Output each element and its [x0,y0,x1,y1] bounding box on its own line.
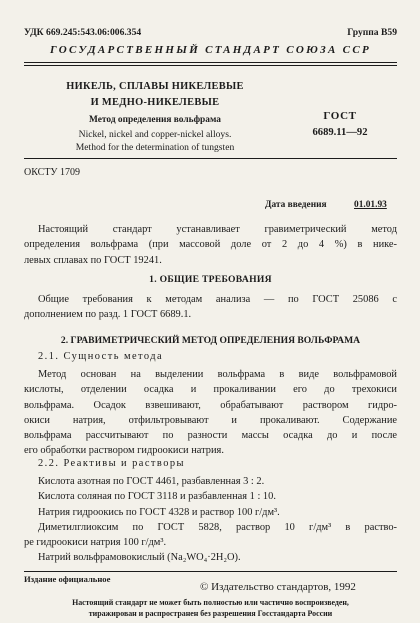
intro-line-3: левых сплавах по ГОСТ 19241. [24,254,162,266]
header-double-rule-top [24,62,397,63]
method-line-3: вольфрама. Осадок взвешивают, обрабатывают раствором гидро- [24,399,397,411]
section-1-line-2: дополнением по разд. 1 ГОСТ 6689.1. [24,309,192,321]
section-1-heading: 1. ОБЩИЕ ТРЕБОВАНИЯ [149,274,272,285]
title-ru-subtitle: Метод определения вольфрама [89,115,221,125]
section-2-1-heading: 2.1. Сущность метода [38,351,164,362]
method-line-5: вольфрама рассчитывают по разности массы осадка до и после [24,430,397,442]
reagent-line-1: Кислота азотная по ГОСТ 4461, разбавленная 3 : 2. [38,476,265,487]
header-double-rule-bottom [24,65,397,66]
reagent-line-3: Натрия гидроокись по ГОСТ 4328 и раствор 100 г/дм³. [38,506,280,518]
reagent-line-5: ре гидроокиси натрия 100 г/дм³. [24,537,167,549]
method-line-6: его обработки раствором гидроокиси натрия. [24,445,224,457]
intro-line-2: определения вольфрама (при массовой доле от 2 до 4 %) в нике- [24,239,397,251]
reagent-line-4: Диметилглиоксим по ГОСТ 5828, раствор 10 г/дм³ в раство- [38,521,397,533]
reproduction-notice-line-2: тиражирован и распространен без разрешения Госстандарта России [88,609,333,618]
gost-label: ГОСТ [323,110,357,122]
section-2-2-heading: 2.2. Реактивы и растворы [38,458,185,469]
title-en-line1: Nickel, nickel and copper-nickel alloys. [78,129,232,140]
reagent-line-2: Кислота соляная по ГОСТ 3118 и разбавленная 1 : 10. [38,491,276,503]
intro-date-value: 01.01.93 [354,200,387,210]
footer-divider [24,571,397,572]
method-line-2: кислоты, отделении осадка и прокаливании его до трехокиси [24,384,397,396]
reproduction-notice-line-1: Настоящий стандарт не может быть полностью или частично воспроизведен, [72,598,349,607]
copyright-notice: © Издательство стандартов, 1992 [200,581,356,593]
method-description [24,367,397,459]
method-line-4: окиси натрия, отфильтровывают и прокаливают. Содержание [24,414,397,426]
standard-authority: ГОСУДАРСТВЕННЫЙ СТАНДАРТ СОЮЗА ССР [49,44,372,56]
title-divider [24,158,397,159]
intro-line-1: Настоящий стандарт устанавливает гравиметрический метод [38,224,397,235]
intro-date-label: Дата введения [265,200,327,210]
section-2-heading: 2. ГРАВИМЕТРИЧЕСКИЙ МЕТОД ОПРЕДЕЛЕНИЯ ВОЛЬФРАМА [60,335,361,346]
title-en-line2: Method for the determination of tungsten [75,142,235,153]
group-code: Группа В59 [347,27,397,38]
reagent-line-6: Натрий вольфрамовокислый (Na₂WO₄·2H₂O). [38,552,241,564]
intro-paragraph [24,222,397,268]
section-1-body [24,292,397,323]
title-ru-line1: НИКЕЛЬ, СПЛАВЫ НИКЕЛЕВЫЕ [66,81,244,92]
section-1-line-1: Общие требования к методам анализа — по ГОСТ 25086 с [38,294,397,305]
reagents-list [24,474,397,566]
udc-code: УДК 669.245:543.06:006.354 [24,27,142,38]
official-edition-label: Издание официальное [24,574,111,584]
title-ru-line2: И МЕДНО-НИКЕЛЕВЫЕ [90,97,220,108]
method-line-1: Метод основан на выделении вольфрама в виде вольфрамовой [38,369,397,380]
okstu-code: ОКСТУ 1709 [24,167,81,178]
gost-number: 6689.11—92 [312,127,368,138]
